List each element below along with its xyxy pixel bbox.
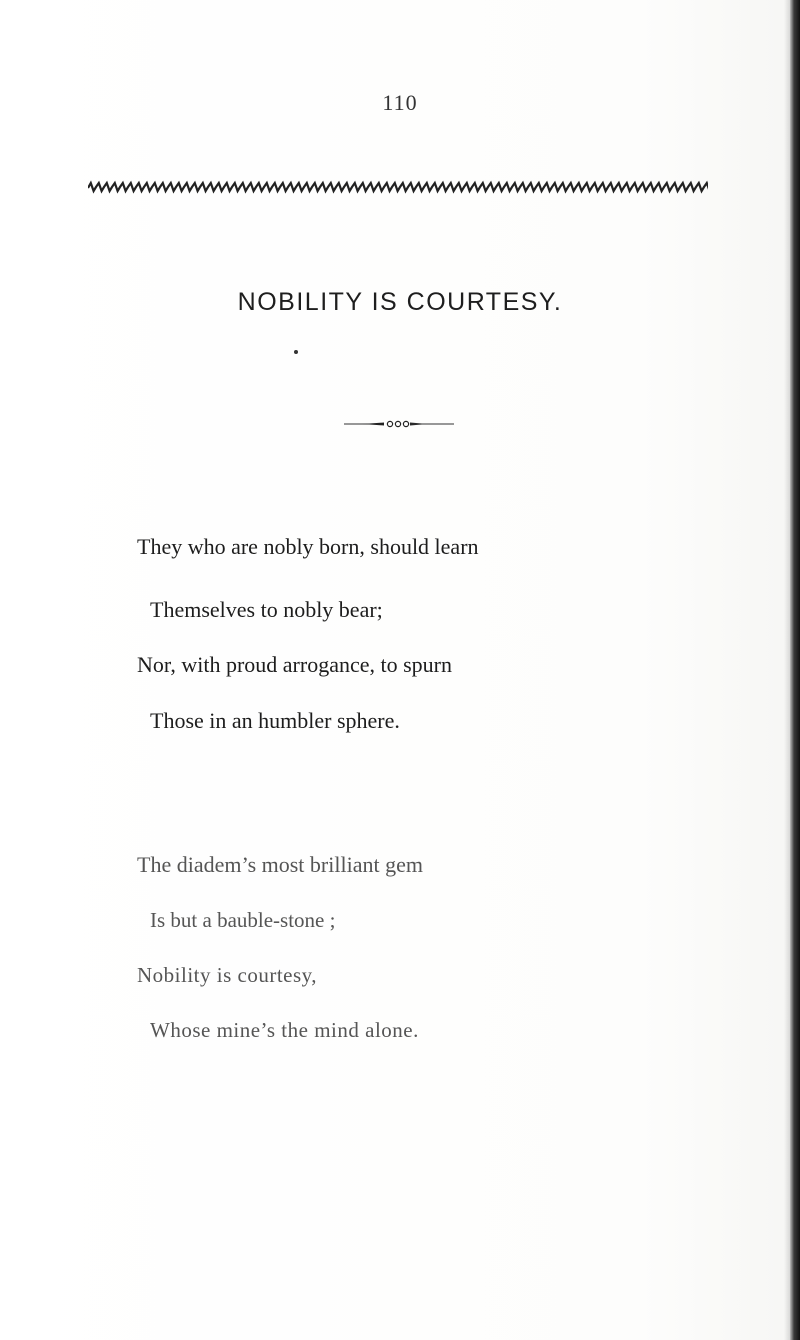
poem-line: Is but a bauble-stone ; xyxy=(150,908,336,932)
poem-line: Nobility is courtesy, xyxy=(137,963,318,987)
page-number: 110 xyxy=(382,90,418,115)
ornamental-divider-icon xyxy=(344,418,464,430)
stray-dot xyxy=(294,350,298,354)
poem-line: Those in an humbler sphere. xyxy=(150,708,400,733)
binding-edge xyxy=(790,0,800,1340)
poem-title: NOBILITY IS COURTESY. xyxy=(237,288,563,316)
wavy-ornament-rule-icon xyxy=(88,180,708,194)
poem-line: The diadem’s most brilliant gem xyxy=(137,852,423,877)
poem-line: They who are nobly born, should learn xyxy=(137,534,479,559)
poem-line: Nor, with proud arrogance, to spurn xyxy=(137,652,452,677)
poem-line: Whose mine’s the mind alone. xyxy=(150,1018,419,1042)
poem-line: Themselves to nobly bear; xyxy=(150,597,383,622)
